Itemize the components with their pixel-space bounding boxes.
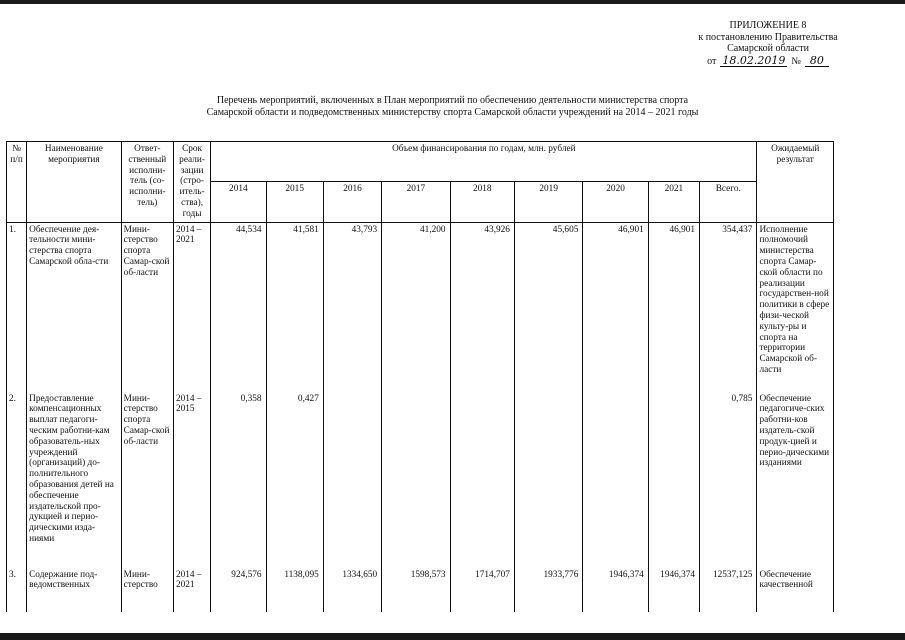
document-title-line-2: Самарской области и подведомственных министерству спорта Самарской области учреждений на 2014 – 2021 годы [206,107,699,118]
date-prefix: от [707,55,717,67]
header-num: № п/п [7,142,27,223]
row-value: 1946,374 [648,568,699,612]
row-total: 0,785 [700,392,757,568]
header-year: 2018 [450,182,514,222]
row-total: 354,437 [700,222,757,392]
row-value [514,392,582,568]
header-total: Всего. [700,182,757,222]
row-value: 43,793 [323,222,381,392]
row-value: 43,926 [450,222,514,392]
row-value: 1714,707 [450,568,514,612]
number-prefix: № [791,55,801,67]
row-responsible: Мини-стерство спорта Самар-ской об-ласти [121,392,173,568]
table-row [7,222,834,392]
handwritten-number: 80 [805,55,829,68]
row-value [648,392,699,568]
header-year: 2019 [514,182,582,222]
row-name: Обеспечение дея-тельности мини-стерства спорта Самарской обла-сти [27,222,122,392]
row-value: 1138,095 [266,568,323,612]
row-num: 1. [7,222,27,392]
appendix-line-1: к постановлению Правительства [698,31,838,43]
row-value [382,392,450,568]
header-name: Наименование мероприятия [27,142,122,223]
plan-table [6,141,834,612]
row-value: 0,427 [266,392,323,568]
header-funding: Объем финансирования по годам, млн. рублей [211,142,757,182]
document-title-line-1: Перечень мероприятий, включенных в План мероприятий по обеспечению деятельности министерства спорта [216,95,689,106]
table-row [7,392,834,568]
header-year: 2021 [648,182,699,222]
row-term: 2014 – 2021 [173,222,210,392]
header-row-1 [7,142,834,182]
row-value: 46,901 [583,222,648,392]
row-value: 1598,573 [382,568,450,612]
header-year: 2014 [211,182,266,222]
row-responsible: Мини-стерство спорта Самар-ской об-ласти [121,222,173,392]
row-value: 1933,776 [514,568,582,612]
row-value [323,392,381,568]
header-year: 2020 [583,182,648,222]
row-value: 1334,650 [323,568,381,612]
row-num: 3. [7,568,27,612]
row-value: 0,358 [211,392,266,568]
row-responsible: Мини-стерство [121,568,173,612]
row-value [583,392,648,568]
appendix-line-2: Самарской области [727,43,809,54]
row-value: 1946,374 [583,568,648,612]
header-year: 2015 [266,182,323,222]
bottom-border [0,633,905,640]
appendix-title: ПРИЛОЖЕНИЕ 8 [729,20,807,31]
row-value: 41,581 [266,222,323,392]
row-result: Обеспечение качественной [757,568,834,612]
appendix-block [683,20,853,67]
appendix-date-row [683,55,853,68]
row-total: 12537,125 [700,568,757,612]
row-value: 44,534 [211,222,266,392]
row-name: Содержание под-ведомственных [27,568,122,612]
header-term: Срок реали-зации (стро-итель-ства), годы [173,142,210,223]
row-value: 924,576 [211,568,266,612]
row-value [450,392,514,568]
header-year: 2017 [382,182,450,222]
row-value: 46,901 [648,222,699,392]
row-result: Исполнение полномочий министерства спорта Самар-ской области по реализации государствен-ной политики в сфере физи-ческой культу-ры и спорта на территории Самарской об-ласти [757,222,834,392]
row-value: 41,200 [382,222,450,392]
row-value: 45,605 [514,222,582,392]
row-result: Обеспечение педагогиче-ских работни-ков издатель-ской продук-цией и перио-дическими изданиями [757,392,834,568]
row-term: 2014 – 2021 [173,568,210,612]
header-result: Ожидаемый результат [757,142,834,223]
row-term: 2014 – 2015 [173,392,210,568]
row-name: Предоставление компенсационных выплат педагоги-ческим работни-кам образователь-ных учреждений (организаций) до-полнительного образования детей на обеспечение издательской про-дукцией и перио-дическими изда-ниями [27,392,122,568]
top-border [0,0,905,4]
header-year: 2016 [323,182,381,222]
document-title [0,95,905,119]
header-responsible: Ответ-ственный исполни-тель (со-исполни-тель) [121,142,173,223]
handwritten-date: 18.02.2019 [722,53,786,67]
table-row [7,568,834,612]
row-num: 2. [7,392,27,568]
